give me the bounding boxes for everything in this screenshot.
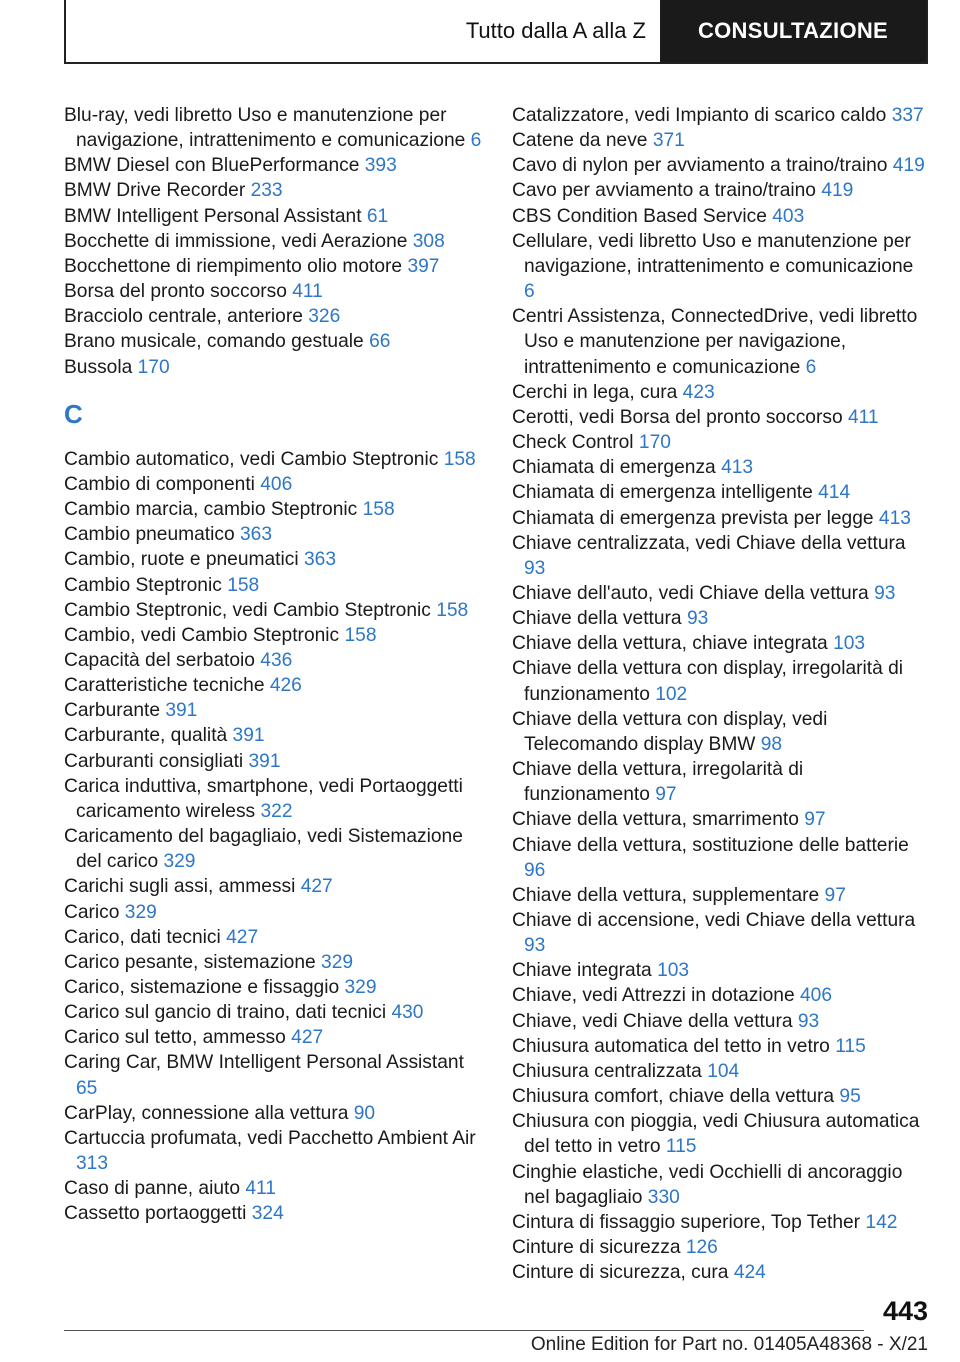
index-entry [64,723,484,748]
index-column-left [64,103,484,1227]
index-entry-term: Cavo per avviamento a traino/traino [512,180,816,202]
index-page-link[interactable]: 6 [470,130,482,152]
index-entry [512,1260,928,1285]
index-entry [512,983,928,1008]
index-page-link[interactable]: 66 [369,331,391,353]
index-entry-term: Brano musicale, comando gestuale [64,331,364,353]
index-entry-term: Bussola [64,356,133,378]
index-entry-term: Cinture di sicurezza, cura [512,1262,729,1284]
index-page-link[interactable]: 142 [865,1211,898,1233]
index-entry-term: Chiave di accensione, vedi Chiave della vettura [512,910,916,931]
index-entry [512,883,928,908]
index-entry [64,497,484,522]
index-entry-term: Chiusura comfort, chiave della vettura [512,1086,835,1108]
index-entry-term: Cavo di nylon per avviamento a traino/traino [512,155,888,177]
index-page-link[interactable]: 158 [344,624,377,646]
index-entry-term: BMW Drive Recorder [64,180,246,202]
index-page-link[interactable]: 403 [772,205,805,227]
index-page-link[interactable]: 419 [892,155,925,177]
index-page-link[interactable]: 337 [891,105,924,126]
footer-edition: Online Edition for Part no. 01405A48368 - X/21 [530,1334,928,1355]
index-entry [64,749,484,774]
index-entry-term: Chiave della vettura [512,608,682,630]
index-entry-term: Carburante [64,700,160,722]
index-entry [64,774,484,824]
index-letter-heading: C [64,398,83,429]
index-entry [512,707,928,757]
index-entry-term: Bocchette di immissione, vedi Aerazione [64,230,408,252]
index-entry [64,925,484,950]
index-entry-term: Capacità del serbatoio [64,649,255,671]
index-entry [64,522,484,547]
index-entry-term: Caricamento del bagagliaio, vedi Sistemazione del carico [64,826,463,873]
index-entry-term: Cambio Steptronic [64,574,222,596]
index-entry [64,1201,484,1226]
index-page-link[interactable]: 93 [524,935,546,957]
index-entry [512,1059,928,1084]
index-page-link[interactable]: 170 [137,356,170,378]
index-entry [512,908,928,958]
index-page-link[interactable]: 393 [364,155,397,177]
index-entry-term: Cerchi in lega, cura [512,381,678,403]
index-page-link[interactable]: 329 [163,851,196,873]
index-entry [64,304,484,329]
index-entry-term: Cambio di componenti [64,473,255,495]
index-entry-term: Cambio, ruote e pneumatici [64,549,299,571]
index-entry [64,355,484,380]
index-entry [512,153,928,178]
index-entry [64,598,484,623]
index-entry [512,480,928,505]
index-page-link[interactable]: 414 [818,482,851,504]
index-entry [512,656,928,706]
index-entry-term: Carico pesante, sistemazione [64,951,316,973]
index-entry [512,606,928,631]
index-entry-term: Borsa del pronto soccorso [64,281,287,303]
index-entry-term: Chiave della vettura con display, vedi Telecomando display BMW [512,708,828,755]
index-page-link[interactable]: 427 [291,1027,324,1049]
index-entry [512,405,928,430]
index-page-link[interactable]: 363 [240,524,273,546]
page-header [64,0,928,64]
index-page-link[interactable]: 427 [226,926,259,948]
index-entry-term: Caso di panne, aiuto [64,1178,241,1200]
index-page-link[interactable]: 103 [657,960,690,982]
index-entry [512,807,928,832]
index-entry-term: Carico [64,901,120,923]
index-entry-term: Chiave, vedi Attrezzi in dotazione [512,985,795,1007]
index-entry [64,824,484,874]
index-page-link[interactable]: 391 [248,750,281,772]
index-entry-term: Caratteristiche tecniche [64,675,265,697]
index-entry-term: Cintura di fissaggio superiore, Top Tether [512,1211,861,1233]
index-entry-term: CarPlay, connessione alla vettura [64,1102,349,1124]
index-entry-term: Carico, sistemazione e fissaggio [64,977,340,998]
index-entry-term: Cambio marcia, cambio Steptronic [64,499,358,521]
index-entry [64,547,484,572]
index-page-link[interactable]: 391 [232,725,265,747]
index-page-link[interactable]: 430 [391,1002,424,1024]
index-entry-term: Carico sul gancio di traino, dati tecnici [64,1002,387,1024]
index-entry [64,254,484,279]
index-entry [64,472,484,497]
index-page-link[interactable]: 126 [685,1237,718,1259]
index-entry [512,506,928,531]
index-page-link[interactable]: 371 [652,130,685,152]
index-page-link[interactable]: 424 [733,1262,766,1284]
index-entry-term: Carica induttiva, smartphone, vedi Portaoggetti caricamento wireless [64,775,463,822]
index-entry [512,531,928,581]
index-page-link[interactable]: 103 [833,633,866,655]
index-entry [512,757,928,807]
index-entry [64,950,484,975]
index-entry [512,178,928,203]
index-page-link[interactable]: 397 [407,255,440,277]
index-page-link[interactable]: 329 [124,901,157,923]
index-page-link[interactable]: 413 [721,457,754,479]
chapter-tab: CONSULTAZIONE [660,0,926,62]
index-entry-term: Chiave della vettura, smarrimento [512,809,799,831]
index-entry-term: Chiave, vedi Chiave della vettura [512,1010,793,1032]
index-entry [512,833,928,883]
index-entry [64,1000,484,1025]
index-page-link[interactable]: 411 [292,281,323,303]
index-page-link[interactable]: 233 [250,180,283,202]
index-entry [64,900,484,925]
index-page-link[interactable]: 330 [647,1186,680,1208]
index-page-link[interactable]: 115 [835,1035,866,1057]
index-entry [64,204,484,229]
index-entry [512,1160,928,1210]
index-entry-term: Carburante, qualità [64,725,228,747]
index-entry [512,1210,928,1235]
index-entry-term: Catalizzatore, vedi Impianto di scarico caldo [512,105,887,126]
index-entry-term: Chiusura centralizzata [512,1060,702,1082]
index-entry [512,455,928,480]
index-entry [512,229,928,304]
index-entry [512,958,928,983]
index-entry [512,581,928,606]
index-page-link[interactable]: 158 [436,599,469,621]
index-entry-term: Cinture di sicurezza [512,1237,681,1259]
index-page-link[interactable]: 411 [245,1178,276,1200]
index-entry-term: Chiusura con pioggia, vedi Chiusura automatica del tetto in vetro [512,1111,920,1158]
index-entry [64,229,484,254]
index-page-link[interactable]: 97 [655,784,677,806]
index-entry [512,204,928,229]
page-number: 443 [882,1296,928,1326]
index-entry [64,1025,484,1050]
index-entry-term: Chiave della vettura, supplementare [512,884,820,906]
index-page-link[interactable]: 6 [805,356,817,378]
index-entry-term: Catene da neve [512,130,648,152]
index-page-link[interactable]: 158 [362,499,395,521]
index-page-link[interactable]: 102 [655,683,688,705]
index-entry [64,874,484,899]
index-page-link[interactable]: 93 [874,582,896,604]
index-entry-term: Chiave della vettura, irregolarità di funzionamento [512,759,804,806]
index-page-link[interactable]: 170 [638,432,671,454]
index-entry-term: Bocchettone di riempimento olio motore [64,255,403,277]
index-entry-term: Bracciolo centrale, anteriore [64,306,303,328]
index-entry [64,178,484,203]
index-entry-term: Chiave della vettura con display, irregolarità di funzionamento [512,658,904,705]
index-page-link[interactable]: 406 [260,473,293,495]
index-entry [512,1034,928,1059]
index-entry [64,279,484,304]
index-page-link[interactable]: 93 [797,1010,820,1032]
index-entry-term: Carichi sugli assi, ammessi [64,876,296,898]
index-entry [512,430,928,455]
index-page-link[interactable]: 322 [260,800,293,822]
index-page-link[interactable]: 158 [443,448,476,470]
index-entry-term: Chiave della vettura, chiave integrata [512,633,828,655]
index-entry-term: Cellulare, vedi libretto Uso e manutenzione per navigazione, intrattenimento e comunicazione [512,230,914,277]
section-title: Tutto dalla A alla Z [465,18,646,43]
index-entry-term: Chiamata di emergenza [512,457,716,479]
index-page-link[interactable]: 326 [308,306,341,328]
index-entry-term: Chiave integrata [512,960,652,982]
index-page-link[interactable]: 329 [321,951,354,973]
index-entry-term: CBS Condition Based Service [512,205,767,227]
index-page-link[interactable]: 115 [665,1136,697,1158]
index-entry-term: Check Control [512,432,634,454]
index-entry [64,623,484,648]
index-page-link[interactable]: 406 [799,985,832,1007]
index-entry-term: Carburanti consigliati [64,750,244,772]
index-entry [512,1109,928,1159]
index-page-link[interactable]: 427 [300,876,333,898]
index-entry [512,103,928,128]
index-entry [512,380,928,405]
index-page-link[interactable]: 158 [227,574,260,596]
index-entry [64,1101,484,1126]
index-entry [64,673,484,698]
index-page-link[interactable]: 6 [524,281,535,303]
index-entry [64,1126,484,1176]
index-entry-term: Caring Car, BMW Intelligent Personal Assistant [64,1052,464,1074]
index-entry-term: Chiave della vettura, sostituzione delle batterie [512,834,909,856]
index-page-link[interactable]: 436 [260,649,293,671]
index-entry-term: Cambio pneumatico [64,524,235,546]
index-entry [64,975,484,1000]
index-entry [64,447,484,472]
index-page-link[interactable]: 93 [686,608,709,630]
index-page-link[interactable]: 413 [878,507,911,529]
index-entry-term: Cambio Steptronic, vedi Cambio Steptronic [64,599,431,621]
index-entry-term: BMW Intelligent Personal Assistant [64,205,362,227]
index-entry [512,128,928,153]
index-page-link[interactable]: 65 [76,1077,98,1099]
index-entry [512,304,928,379]
index-entry [512,1009,928,1034]
index-entry [64,1050,484,1100]
index-entry-term: Centri Assistenza, ConnectedDrive, vedi libretto Uso e manutenzione per navigazione, intrattenimento e comunicazione [512,306,918,378]
index-entry [64,698,484,723]
index-entry-term: Cinghie elastiche, vedi Occhielli di ancoraggio nel bagagliaio [512,1161,903,1208]
index-page-link[interactable]: 98 [760,733,783,755]
index-entry-term: Chiusura automatica del tetto in vetro [512,1035,830,1057]
index-page-link[interactable]: 90 [353,1102,376,1124]
index-entry [512,631,928,656]
index-entry-term: Cambio, vedi Cambio Steptronic [64,624,340,646]
index-page-link[interactable]: 313 [76,1153,109,1175]
index-entry-term: Carico, dati tecnici [64,926,221,948]
index-page-link[interactable]: 411 [847,406,879,428]
index-entry-term: Cassetto portaoggetti [64,1203,247,1225]
index-page-link[interactable]: 104 [707,1060,740,1082]
index-entry [64,103,484,153]
index-entry [64,153,484,178]
footer-divider [64,1330,864,1331]
index-page-link[interactable]: 308 [412,230,445,252]
index-entry-term: Chiamata di emergenza intelligente [512,482,813,504]
index-page-link[interactable]: 97 [804,809,826,831]
index-column-right [512,103,928,1285]
index-page-link[interactable]: 363 [303,549,336,571]
index-entry [64,1176,484,1201]
index-page-link[interactable]: 426 [269,675,302,697]
index-entry [512,1235,928,1260]
index-entry-term: Blu-ray, vedi libretto Uso e manutenzione per navigazione, intrattenimento e comunicazione [64,105,466,152]
index-page-link[interactable]: 391 [165,700,198,722]
index-page-link[interactable]: 61 [366,205,389,227]
index-page-link[interactable]: 324 [251,1203,284,1225]
index-page-link[interactable]: 329 [344,977,377,998]
index-entry-term: Cerotti, vedi Borsa del pronto soccorso [512,406,843,428]
index-entry-term: Chiave dell'auto, vedi Chiave della vettura [512,582,869,604]
index-page-link[interactable]: 93 [524,557,546,579]
index-entry [64,573,484,598]
index-page-link[interactable]: 96 [524,859,546,881]
index-page-link[interactable]: 97 [824,884,846,906]
index-page-link[interactable]: 423 [682,381,715,403]
index-entry [64,648,484,673]
index-entry-term: Chiave centralizzata, vedi Chiave della vettura [512,532,906,554]
index-entry-term: Chiamata di emergenza prevista per legge [512,507,874,529]
index-entry [64,329,484,354]
index-entry-term: Carico sul tetto, ammesso [64,1027,286,1049]
index-page-link[interactable]: 419 [821,180,854,202]
index-entry-term: Cartuccia profumata, vedi Pacchetto Ambient Air [64,1127,476,1149]
index-entry-term: BMW Diesel con BluePerformance [64,155,360,177]
index-entry-term: Cambio automatico, vedi Cambio Steptronic [64,448,439,470]
index-entry [512,1084,928,1109]
index-page-link[interactable]: 95 [839,1086,861,1108]
